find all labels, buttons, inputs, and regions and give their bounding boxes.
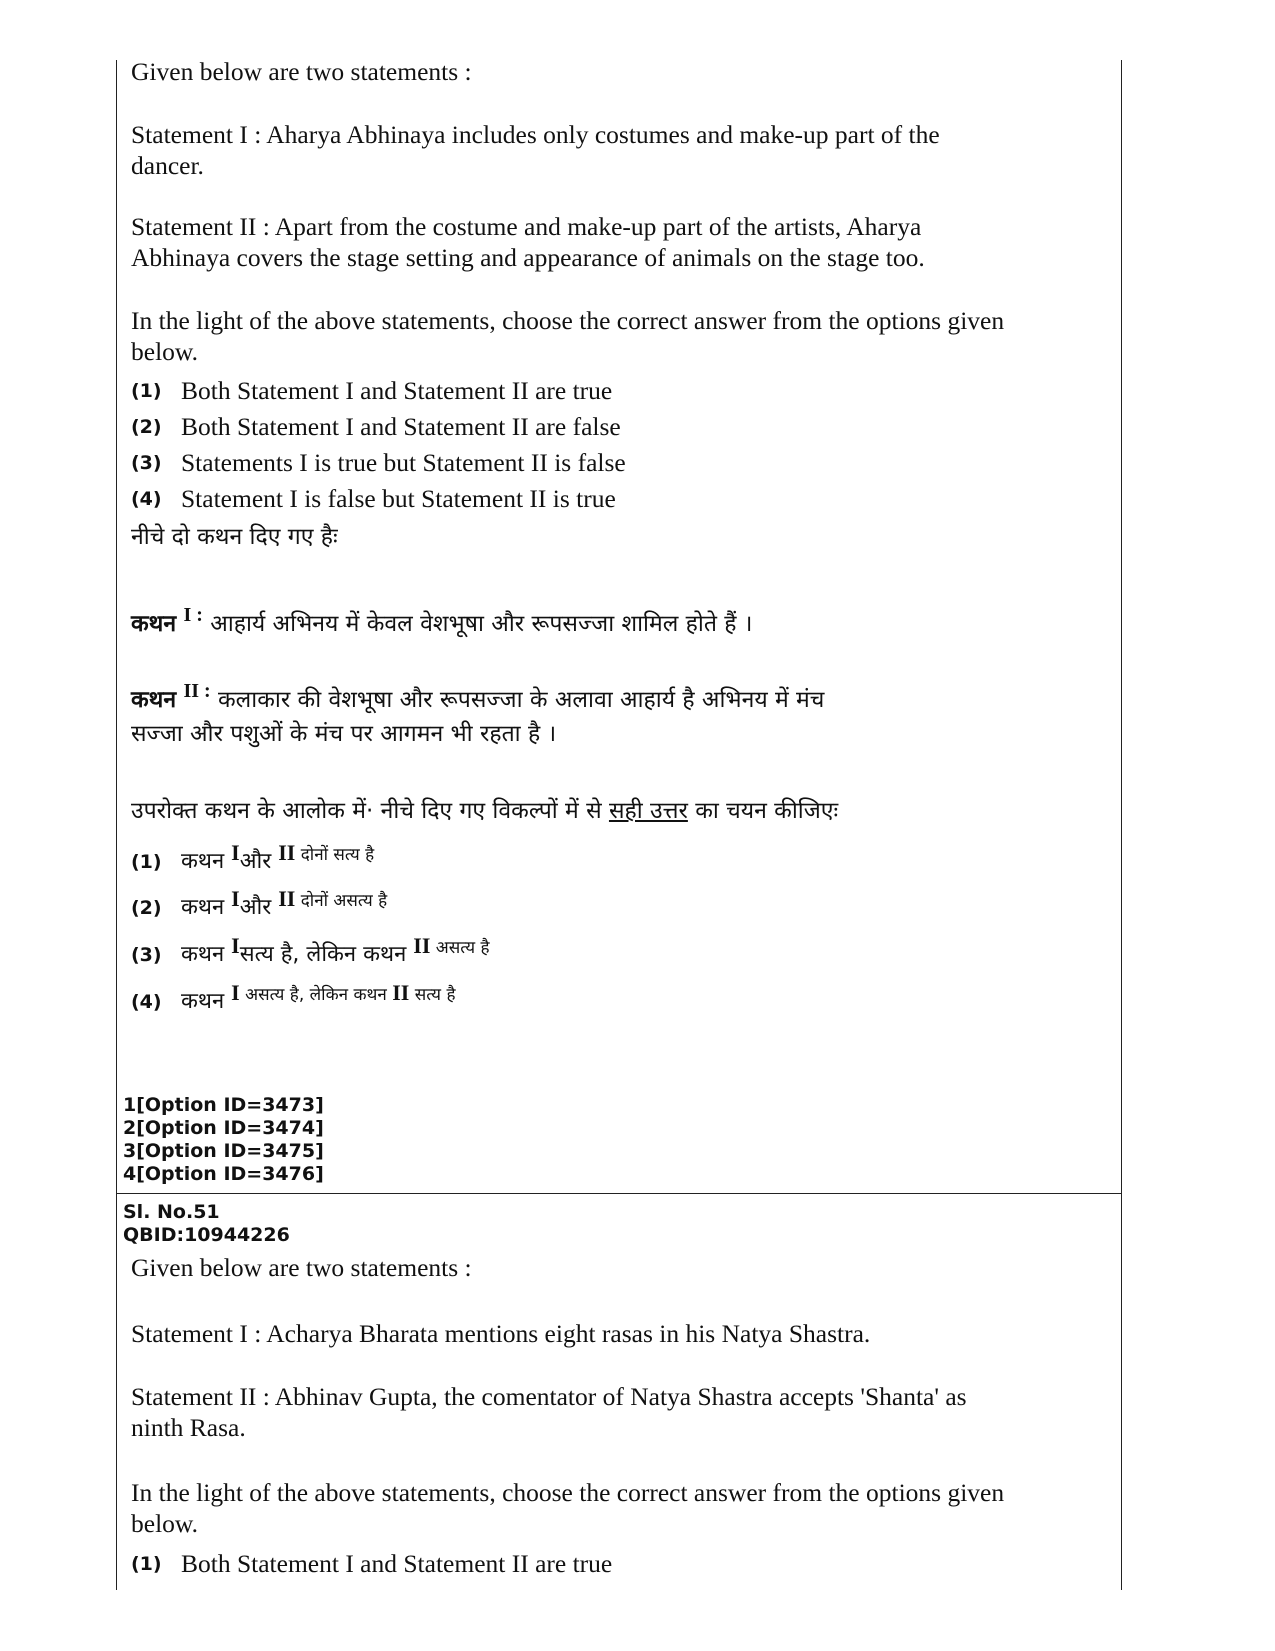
option-roman: II: [278, 886, 296, 911]
q51-intro: Given below are two statements :: [131, 1253, 472, 1282]
option-text: दोनों सत्य है: [295, 845, 375, 865]
q50-instruction: In the light of the above statements, choose the correct answer from the options given below.: [131, 306, 1005, 366]
option-roman: II: [278, 840, 296, 865]
option-roman: I: [231, 980, 240, 1005]
q50-option-2[interactable]: [131, 411, 621, 443]
q50-option-3[interactable]: [131, 447, 626, 479]
option-number: (2): [131, 897, 162, 919]
hindi-statement-label: कथन: [131, 611, 177, 637]
q50-statement-2: Statement II : Apart from the costume and make-up part of the artists, Aharya Abhinaya covers the stage setting and appearance of animals on the stage too.: [131, 212, 925, 272]
option-text: सत्य है: [409, 985, 456, 1005]
option-text: Statements I is true but Statement II is false: [181, 448, 626, 477]
option-number: (3): [131, 452, 162, 474]
option-id-1: 1[Option ID=3473]: [123, 1094, 324, 1116]
option-text: कथन: [181, 849, 232, 874]
q50-hindi-statement-2-cont: सज्जा और पशुओं के मंच पर आगमन भी रहता है ।: [131, 721, 557, 747]
hindi-instruction-emphasis: सही उत्तर: [608, 798, 688, 824]
q50-hindi-option-3[interactable]: [131, 933, 490, 968]
hindi-statement-roman: II :: [183, 680, 211, 702]
q50-hindi-option-2[interactable]: [131, 886, 387, 921]
q50-option-4[interactable]: [131, 483, 616, 515]
option-number: (1): [131, 851, 162, 873]
q50-intro: Given below are two statements :: [131, 57, 472, 86]
option-text: Both Statement I and Statement II are true: [181, 376, 613, 405]
option-text: कथन: [181, 989, 232, 1014]
hindi-statement-label: कथन: [131, 687, 177, 713]
q50-option-1[interactable]: [131, 375, 612, 407]
option-text: Both Statement I and Statement II are false: [181, 412, 621, 441]
option-text: असत्य है, लेकिन कथन: [239, 985, 393, 1005]
option-text: Statement I is false but Statement II is true: [181, 484, 616, 513]
q51-statement-2: Statement II : Abhinav Gupta, the comentator of Natya Shastra accepts 'Shanta' as ninth Rasa.: [131, 1382, 967, 1442]
option-roman: II: [392, 980, 410, 1005]
option-number: (1): [131, 380, 162, 402]
option-number: (1): [131, 1553, 162, 1575]
q50-hindi-intro: नीचे दो कथन दिए गए हैः: [131, 524, 338, 550]
option-roman: I: [231, 933, 240, 958]
question-divider: [116, 1193, 1122, 1194]
option-id-3: 3[Option ID=3475]: [123, 1140, 324, 1162]
hindi-statement-text: कलाकार की वेशभूषा और रूपसज्जा के अलावा आहार्य है अभिनय में मंच: [218, 687, 825, 713]
hindi-statement-roman: I :: [183, 604, 203, 626]
option-text: Both Statement I and Statement II are true: [181, 1549, 613, 1578]
q51-statement-1: Statement I : Acharya Bharata mentions eight rasas in his Natya Shastra.: [131, 1319, 871, 1348]
option-roman: I: [231, 886, 240, 911]
option-number: (2): [131, 416, 162, 438]
q50-hindi-option-1[interactable]: [131, 840, 374, 875]
hindi-statement-text: आहार्य अभिनय में केवल वेशभूषा और रूपसज्जा शामिल होते हैं ।: [210, 611, 753, 637]
q51-option-1[interactable]: [131, 1548, 612, 1580]
option-number: (4): [131, 991, 162, 1013]
q50-hindi-instruction: [131, 788, 838, 834]
option-text: और: [239, 849, 279, 874]
option-text: और: [239, 895, 279, 920]
qbid: QBID:10944226: [123, 1224, 290, 1246]
q50-hindi-option-4[interactable]: [131, 980, 455, 1015]
option-number: (4): [131, 488, 162, 510]
option-id-2: 2[Option ID=3474]: [123, 1117, 324, 1139]
q50-hindi-statement-1: [131, 592, 753, 647]
hindi-instruction-text: का चयन कीजिएः: [687, 798, 839, 824]
option-id-4: 4[Option ID=3476]: [123, 1163, 324, 1185]
serial-number: Sl. No.51: [123, 1201, 220, 1223]
option-text: कथन: [181, 895, 232, 920]
option-number: (3): [131, 944, 162, 966]
option-text: दोनों असत्य है: [295, 891, 388, 911]
option-text: असत्य है: [430, 938, 490, 958]
option-text: कथन: [181, 942, 232, 967]
hindi-instruction-text: उपरोक्त कथन के आलोक में· नीचे दिए गए विकल्पों में से: [131, 798, 609, 824]
q51-instruction: In the light of the above statements, choose the correct answer from the options given below.: [131, 1478, 1005, 1538]
option-roman: I: [231, 840, 240, 865]
option-roman: II: [413, 933, 431, 958]
option-text: सत्य है, लेकिन कथन: [239, 942, 414, 967]
q50-statement-1: Statement I : Aharya Abhinaya includes only costumes and make-up part of the dancer.: [131, 120, 940, 180]
